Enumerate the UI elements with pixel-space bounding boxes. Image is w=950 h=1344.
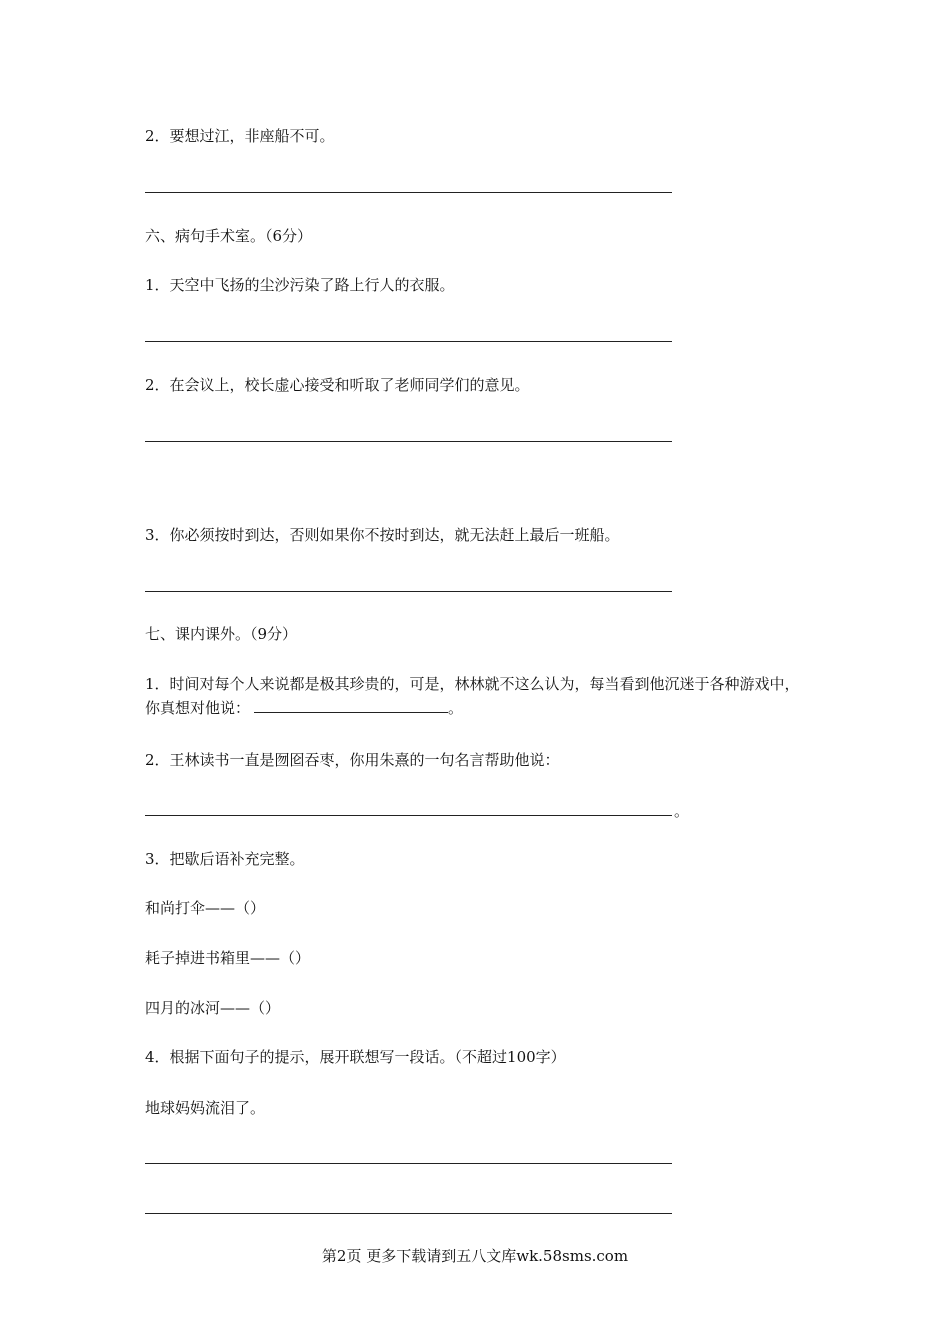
answer-blank [254,698,448,713]
answer-line [145,341,672,342]
question-7-1-end: 。 [448,699,464,717]
xiehouyu-item-2: 耗子掉进书箱里——（） [145,949,311,967]
section-7-heading: 七、课内课外。（9分） [145,625,298,643]
question-6-3: 3．你必须按时到达，否则如果你不按时到达，就无法赶上最后一班船。 [145,526,620,544]
answer-line [145,1213,672,1214]
question-7-2: 2．王林读书一直是囫囵吞枣，你用朱熹的一句名言帮助他说： [145,751,560,769]
xiehouyu-item-1: 和尚打伞——（） [145,899,266,917]
question-7-4: 4．根据下面句子的提示，展开联想写一段话。（不超过100字） [145,1048,566,1066]
page-footer: 第2页 更多下载请到五八文库wk.58sms.com [321,1247,629,1265]
answer-line [145,441,672,442]
xiehouyu-item-3: 四月的冰河——（） [145,999,281,1017]
question-6-2: 2．在会议上，校长虚心接受和听取了老师同学们的意见。 [145,376,530,394]
question-7-1-text: 1．时间对每个人来说都是极其珍贵的，可是，林林就不这么认为，每当看到他沉迷于各种游戏中，你真想对他说： [145,675,800,717]
question-7-2-end: 。 [674,802,690,820]
question-7-4-prompt: 地球妈妈流泪了。 [145,1099,266,1117]
question-6-1: 1．天空中飞扬的尘沙污染了路上行人的衣服。 [145,276,455,294]
question-5-2: 2．要想过江，非座船不可。 [145,127,335,145]
answer-line [145,591,672,592]
answer-line [145,1163,672,1164]
section-6-heading: 六、病句手术室。（6分） [145,227,313,245]
answer-line [145,815,672,816]
question-7-3: 3．把歇后语补充完整。 [145,850,305,868]
question-7-1 [145,672,810,720]
answer-line [145,192,672,193]
